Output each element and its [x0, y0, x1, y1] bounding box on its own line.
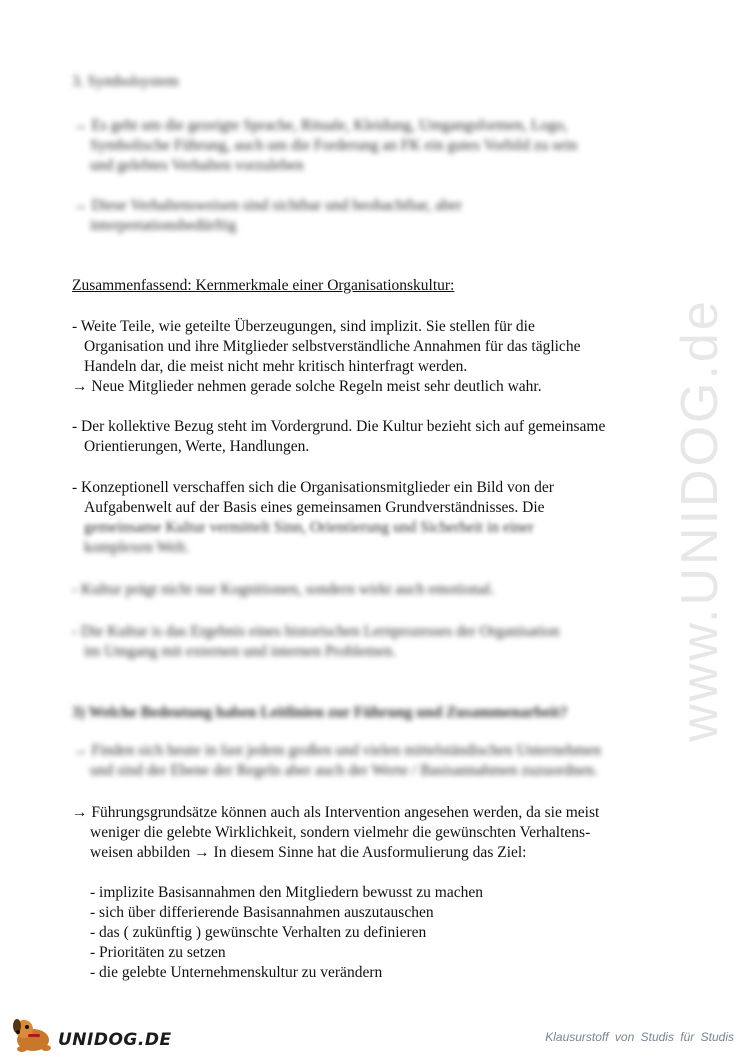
answer-line: und sind der Ebene der Regeln aber auch der Werte / Basisannahmen zuzuordnen. [90, 762, 598, 779]
summary-line: Orientierungen, Werte, Handlungen. [84, 438, 310, 455]
watermark [640, 290, 750, 750]
summary-line: - Kultur prägt nicht nur Kognitionen, sondern wirkt auch emotional. [72, 581, 495, 598]
footer-slogan: Klausurstoff von Studis für Studis [545, 1030, 734, 1044]
section3-heading: 3. Symbolsystem [72, 73, 179, 90]
summary-line: Aufgabenwelt auf der Basis eines gemeinsamen Grundverständnisses. Die [84, 499, 545, 516]
summary-line: Handeln dar, die meist nicht mehr kritisch hinterfragt werden. [84, 358, 468, 375]
summary-line: - Konzeptionell verschaffen sich die Organisationsmitglieder ein Bild von der [72, 479, 554, 496]
summary-heading: Zusammenfassend: Kernmerkmale einer Organisationskultur: [72, 277, 455, 294]
goal-item: - Prioritäten zu setzen [90, 944, 226, 961]
summary-line: im Umgang mit externen und internen Problemen. [84, 643, 397, 660]
section3-line: → Diese Verhaltensweisen sind sichtbar und beobachtbar, aber [72, 197, 462, 214]
question-heading: 3) Welche Bedeutung haben Leitlinien zur Führung und Zusammenarbeit? [72, 704, 568, 721]
answer-line: weisen abbilden → In diesem Sinne hat die Ausformulierung das Ziel: [90, 844, 527, 861]
logo-text: UNIDOG.DE [58, 1030, 172, 1050]
unidog-logo [8, 1014, 178, 1054]
summary-line: gemeinsame Kultur vermittelt Sinn, Orientierung und Sicherheit in einer [84, 519, 534, 536]
summary-line: komplexen Welt. [84, 539, 190, 556]
watermark-text: www.UNIDOG.de [671, 298, 729, 742]
summary-line: - Weite Teile, wie geteilte Überzeugungen, sind implizit. Sie stellen für die [72, 318, 535, 335]
goal-item: - die gelebte Unternehmenskultur zu verändern [90, 964, 383, 981]
summary-line: - Die Kultur is das Ergebnis eines historischen Lernprozesses der Organisation [72, 623, 560, 640]
summary-line: - Der kollektive Bezug steht im Vordergrund. Die Kultur bezieht sich auf gemeinsame [72, 418, 606, 435]
goal-item: - implizite Basisannahmen den Mitgliedern bewusst zu machen [90, 884, 483, 901]
goal-item: - das ( zukünftig ) gewünschte Verhalten zu definieren [90, 924, 427, 941]
section3-line: Symbolische Führung, auch um die Forderung an FK ein gutes Vorbild zu sein [90, 137, 578, 154]
answer-line: → Finden sich heute in fast jedem großen und vielen mittelständischen Unternehmen [72, 742, 602, 759]
answer-line: → Führungsgrundsätze können auch als Intervention angesehen werden, da sie meist [72, 804, 600, 821]
summary-line: Organisation und ihre Mitglieder selbstverständliche Annahmen für das tägliche [84, 338, 581, 355]
dog-icon [8, 1014, 58, 1054]
section3-line: und gelebtes Verhalten vorzuleben [90, 157, 304, 174]
goal-item: - sich über differierende Basisannahmen auszutauschen [90, 904, 434, 921]
summary-line: → Neue Mitglieder nehmen gerade solche Regeln meist sehr deutlich wahr. [72, 378, 542, 395]
answer-line: weniger die gelebte Wirklichkeit, sondern vielmehr die gewünschten Verhaltens- [90, 824, 591, 841]
section3-line: → Es geht um die gezeigte Sprache, Rituale, Kleidung, Umgangsformen, Logo, [72, 117, 568, 134]
section3-line: interpretationsbedürftig [90, 217, 237, 234]
